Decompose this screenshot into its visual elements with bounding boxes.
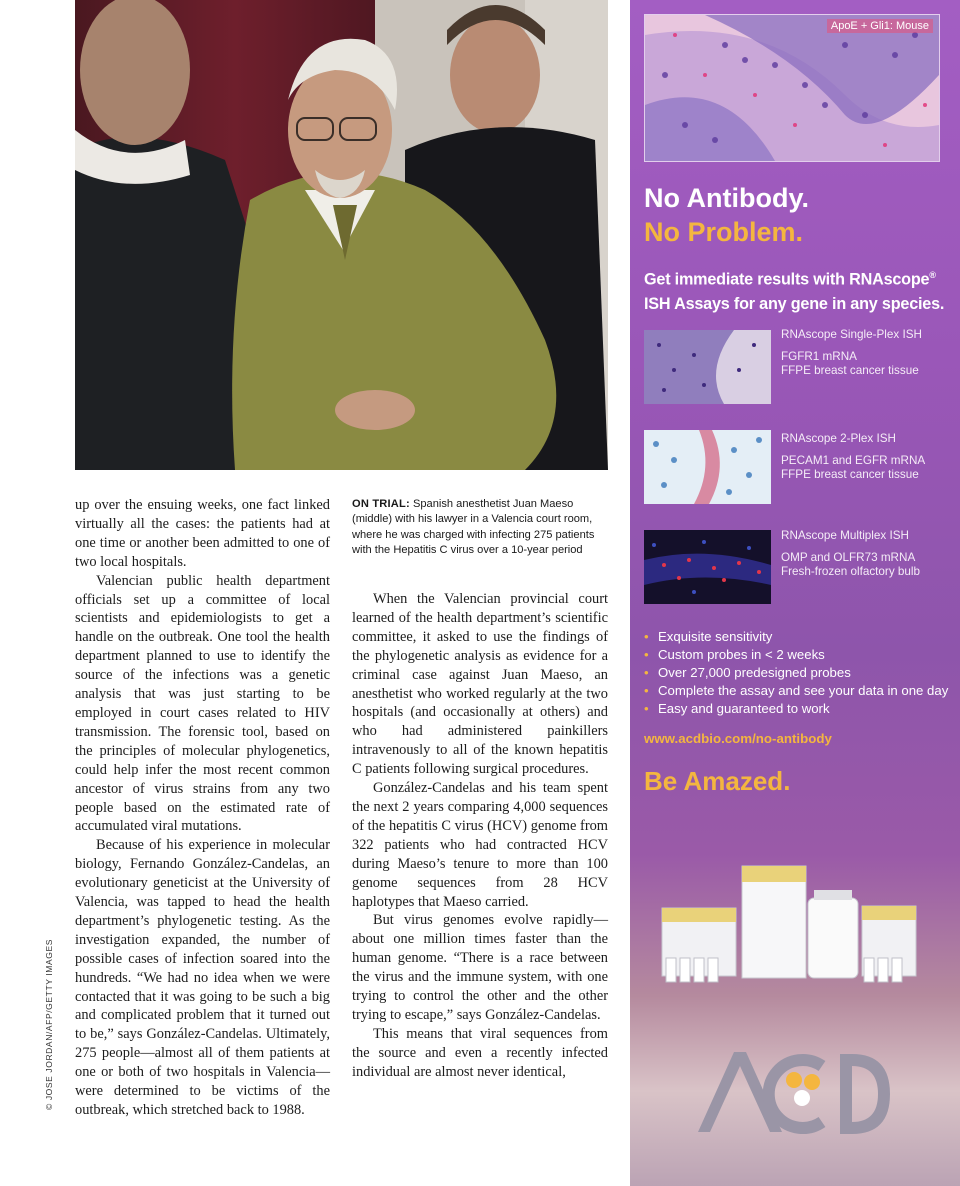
caption-lead: ON TRIAL: <box>352 498 410 510</box>
photo-credit: © JOSE JORDAN/AFP/GETTY IMAGES <box>44 939 54 1110</box>
article-column-right <box>352 590 608 1082</box>
thumb-line: OMP and OLFR73 mRNA <box>781 550 916 564</box>
ad-tagline: Be Amazed. <box>644 766 791 796</box>
feature-item: • Easy and guaranteed to work <box>644 700 948 718</box>
paragraph: up over the ensuing weeks, one fact linked virtually all the cases: the patients had at one time or another been admitted to one of two local hospitals. <box>75 497 330 570</box>
hero-caption: ApoE + Gli1: Mouse <box>827 19 933 33</box>
thumb-line: Fresh-frozen olfactory bulb <box>781 565 921 579</box>
subheadline-line-1: Get immediate results with RNAscope <box>644 270 930 289</box>
hero-tissue-image <box>644 14 940 162</box>
article-photo <box>75 0 608 470</box>
thumb-title: RNAscope Multiplex ISH <box>781 529 909 542</box>
feature-item: • Complete the assay and see your data in one day <box>644 682 948 700</box>
thumb-line: FGFR1 mRNA <box>781 349 857 363</box>
thumb-title: RNAscope Single-Plex ISH <box>781 328 922 341</box>
single-plex-label <box>781 328 922 379</box>
single-plex-stain-illustration <box>644 330 771 404</box>
caption-text: Spanish anesthetist Juan Maeso (middle) with his lawyer in a Valencia court room, where he was charged with infecting 275 patients with the Hepatitis C virus over a 10-year period <box>352 498 595 557</box>
ad-subheadline <box>644 263 954 317</box>
courtroom-photo-illustration <box>75 0 608 470</box>
product-kit-image <box>658 858 920 988</box>
multiplex-thumbnail <box>644 530 771 604</box>
ad-headline <box>644 181 809 249</box>
multiplex-stain-illustration <box>644 530 771 604</box>
acd-advertisement[interactable] <box>630 0 960 1186</box>
single-plex-thumbnail <box>644 330 771 404</box>
feature-item: • Custom probes in < 2 weeks <box>644 646 948 664</box>
product-boxes-illustration <box>658 858 920 988</box>
two-plex-stain-illustration <box>644 430 771 504</box>
headline-line-1: No Antibody. <box>644 183 809 213</box>
subheadline-line-2: ISH Assays for any gene in any species. <box>644 295 945 314</box>
paragraph: When the Valencian provincial court learned of the health department’s scientific committee, it asked to use the findings of the phylogenetic analysis as evidence for a criminal case against Juan Maeso, an anesthetist who worked regularly at the two hospitals (and occasionally at others) and who had administered painkillers intravenously to all of the known hepatitis C patients following surgical procedures. <box>352 591 608 778</box>
registered-mark: ® <box>929 270 936 280</box>
tissue-stain-illustration <box>645 15 939 161</box>
multiplex-label <box>781 529 920 580</box>
thumb-title: RNAscope 2-Plex ISH <box>781 432 896 445</box>
headline-line-2: No Problem. <box>644 217 804 247</box>
paragraph: González-Candelas and his team spent the next 2 years comparing 4,000 sequences of the hepatitis C virus (HCV) genome from 322 patients who had contracted HCV during Maeso’s tenure to more than 100 genome sequences from 28 HCV haplotypes that Maeso carried. <box>352 780 608 910</box>
thumb-line: PECAM1 and EGFR mRNA <box>781 453 926 467</box>
feature-item: • Exquisite sensitivity <box>644 628 948 646</box>
feature-item: • Over 27,000 predesigned probes <box>644 664 948 682</box>
thumb-line: FFPE breast cancer tissue <box>781 468 919 482</box>
feature-list <box>644 628 948 718</box>
paragraph: Because of his experience in molecular biology, Fernando González-Candelas, an evolutionary geneticist at the University of Valencia, was tapped to head the health department’s phylogenetic testing. As the investigation expanded, the number of possible cases of infection soared into the hundreds. “We had no idea when we were contacted that it was going to be such a big and complicated problem that it turned out to be,” says González-Candelas. Ultimately, 275 people—almost all of them patients at one or both of two hospitals in Valencia—were determined to be victims of the outbreak, which stretched back to 1988. <box>75 837 330 1118</box>
two-plex-label <box>781 432 925 483</box>
paragraph: This means that viral sequences from the source and even a recently infected individual are almost never identical, <box>352 1025 608 1080</box>
two-plex-thumbnail <box>644 430 771 504</box>
thumb-line: FFPE breast cancer tissue <box>781 364 919 378</box>
photo-caption <box>352 497 610 559</box>
paragraph: Valencian public health department officials set up a committee of local scientists and epidemiologists to get a handle on the outbreak. One tool the health department planned to use to identify the source of the infections was a genetic analysis that was just starting to be employed in court cases related to HIV transmission. The forensic tool, based on the principles of molecular phylogenetics, could help infer the most recent common ancestor of virus strains from any two people based on the estimated rate of accumulated viral mutations. <box>75 572 330 835</box>
paragraph: But virus genomes evolve rapidly—about one million times faster than the human genome. “There is a race between the virus and the immune system, with one trying to control the other and the other trying to escape,” says González-Candelas. <box>352 912 608 1023</box>
acd-logo <box>694 1044 894 1144</box>
ad-url-link[interactable]: www.acdbio.com/no-antibody <box>644 731 832 746</box>
article-column-left <box>75 496 330 1120</box>
acd-logo-mark <box>694 1044 894 1144</box>
